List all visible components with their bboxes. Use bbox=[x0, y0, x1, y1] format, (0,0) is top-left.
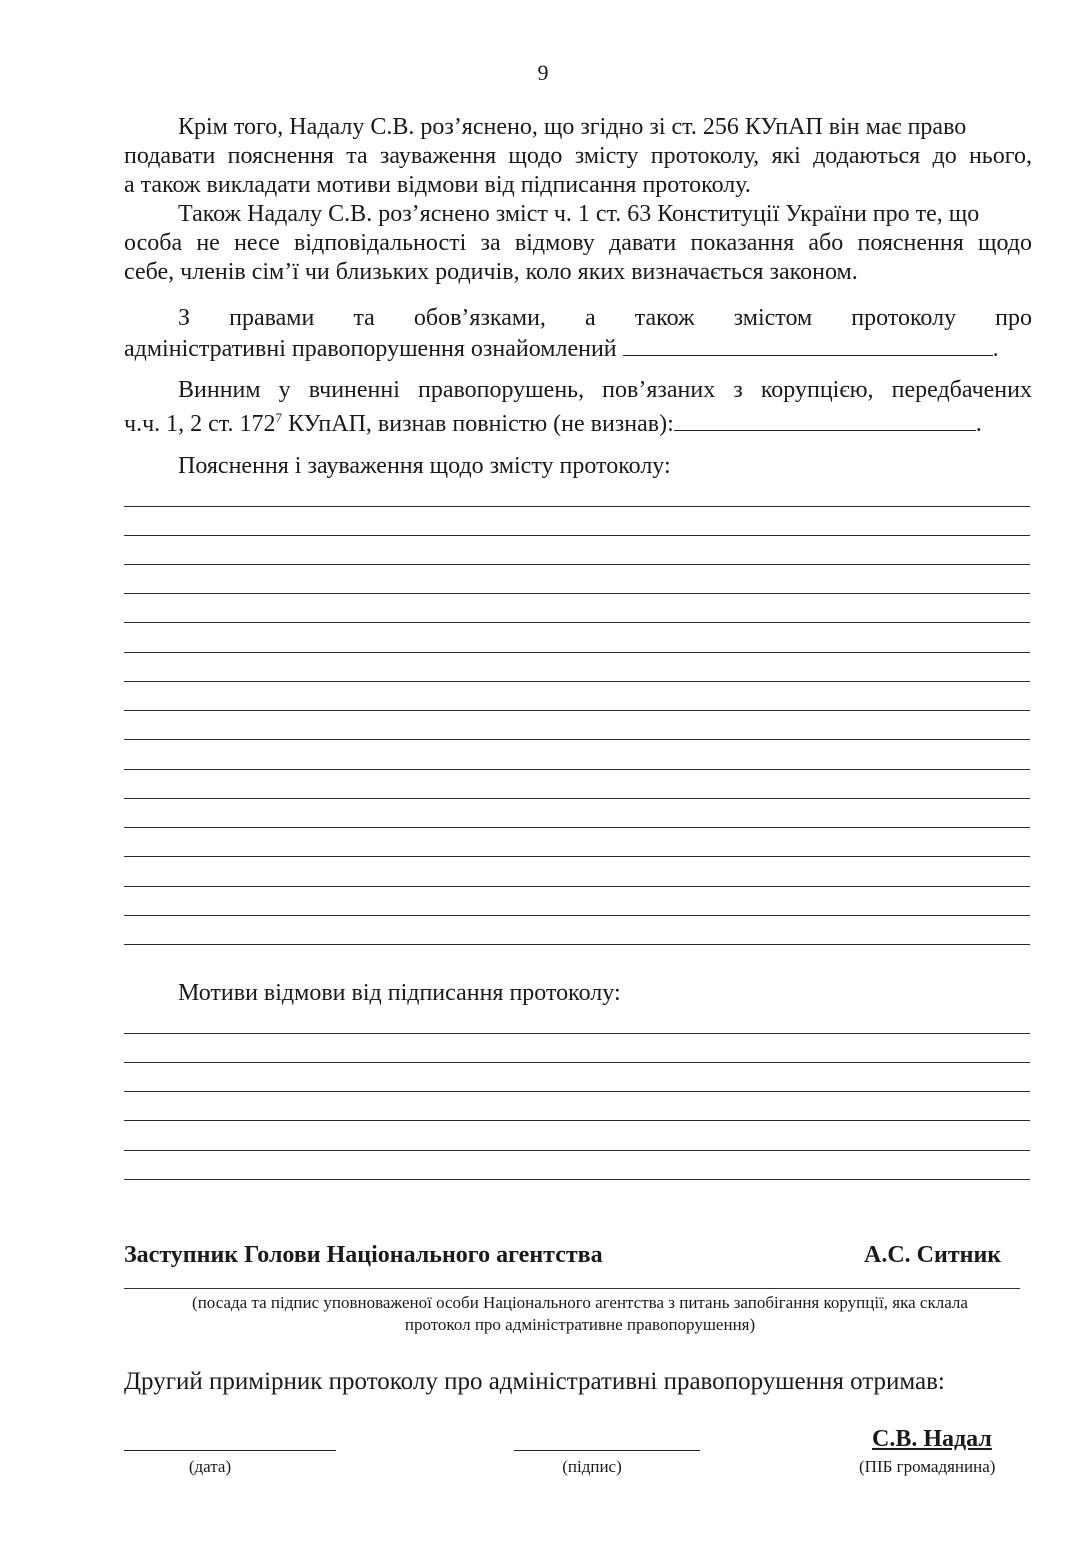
para4-line1: Винним у вчиненні правопорушень, пов’язаних з корупцією, передбачених bbox=[178, 377, 1032, 403]
refusal-line[interactable] bbox=[124, 1091, 1030, 1092]
official-signature-line bbox=[124, 1288, 1020, 1289]
explanation-line[interactable] bbox=[124, 856, 1030, 857]
date-caption: (дата) bbox=[188, 1457, 232, 1476]
explanation-line[interactable] bbox=[124, 535, 1030, 536]
para1-line3: а також викладати мотиви відмови від підписання протоколу. bbox=[124, 172, 751, 198]
para4-line2 bbox=[124, 408, 982, 439]
guilt-admission-field[interactable] bbox=[674, 408, 976, 431]
para1-line1: Крім того, Надалу С.В. роз’яснено, що згідно зі ст. 256 КУпАП він має право bbox=[178, 114, 967, 140]
refusal-line[interactable] bbox=[124, 1150, 1030, 1151]
date-field[interactable] bbox=[124, 1450, 336, 1451]
official-caption-line2: протокол про адміністративне правопорушення) bbox=[404, 1315, 756, 1334]
refusal-line[interactable] bbox=[124, 1120, 1030, 1121]
explanation-line[interactable] bbox=[124, 827, 1030, 828]
official-name: А.С. Ситник bbox=[864, 1242, 1002, 1268]
article-superscript: 7 bbox=[275, 410, 282, 425]
receipt-text: Другий примірник протоколу про адміністративні правопорушення отримав: bbox=[124, 1368, 945, 1395]
para2-line2: особа не несе відповідальності за відмову давати показання або пояснення щодо bbox=[124, 230, 1032, 256]
refusal-line[interactable] bbox=[124, 1033, 1030, 1034]
explanation-line[interactable] bbox=[124, 622, 1030, 623]
para4-line2-end: . bbox=[975, 411, 982, 437]
explanations-label: Пояснення і зауваження щодо змісту протоколу: bbox=[178, 453, 671, 479]
para2-line1: Також Надалу С.В. роз’яснено зміст ч. 1 ст. 63 Конституції України про те, що bbox=[178, 201, 980, 227]
refusal-label: Мотиви відмови від підписання протоколу: bbox=[178, 980, 621, 1006]
explanation-line[interactable] bbox=[124, 769, 1030, 770]
para1-line2: подавати пояснення та зауваження щодо змісту протоколу, які додаються до нього, bbox=[124, 143, 1032, 169]
refusal-line[interactable] bbox=[124, 1179, 1030, 1180]
citizen-name: С.В. Надал bbox=[872, 1426, 992, 1452]
para3-line2-text: адміністративні правопорушення ознайомлений bbox=[124, 336, 617, 362]
para4-line2-a: ч.ч. 1, 2 ст. 172 bbox=[124, 411, 276, 437]
explanation-line[interactable] bbox=[124, 506, 1030, 507]
explanation-line[interactable] bbox=[124, 739, 1030, 740]
para4-line2-b: КУпАП, визнав повністю (не визнав): bbox=[281, 411, 674, 437]
para3-line2 bbox=[124, 333, 999, 364]
explanation-line[interactable] bbox=[124, 944, 1030, 945]
explanation-line[interactable] bbox=[124, 886, 1030, 887]
para3-line2-end: . bbox=[992, 336, 999, 362]
explanation-line[interactable] bbox=[124, 564, 1030, 565]
explanation-line[interactable] bbox=[124, 798, 1030, 799]
explanation-line[interactable] bbox=[124, 652, 1030, 653]
signature-caption: (підпис) bbox=[562, 1457, 622, 1476]
explanation-line[interactable] bbox=[124, 915, 1030, 916]
para2-line3: себе, членів сім’ї чи близьких родичів, коло яких визначається законом. bbox=[124, 259, 858, 285]
official-caption-line1: (посада та підпис уповноваженої особи Національного агентства з питань запобігання корупції, яка склала bbox=[192, 1293, 968, 1312]
refusal-line[interactable] bbox=[124, 1062, 1030, 1063]
para3-line1: З правами та обов’язками, а також змістом протоколу про bbox=[178, 305, 1032, 331]
page-number: 9 bbox=[537, 60, 549, 85]
explanation-line[interactable] bbox=[124, 710, 1030, 711]
citizen-caption: (ПІБ громадянина) bbox=[859, 1457, 996, 1476]
explanation-line[interactable] bbox=[124, 681, 1030, 682]
explanation-line[interactable] bbox=[124, 593, 1030, 594]
acknowledgement-signature-field[interactable] bbox=[623, 333, 993, 356]
official-position: Заступник Голови Національного агентства bbox=[124, 1242, 603, 1268]
signature-field[interactable] bbox=[514, 1450, 700, 1451]
